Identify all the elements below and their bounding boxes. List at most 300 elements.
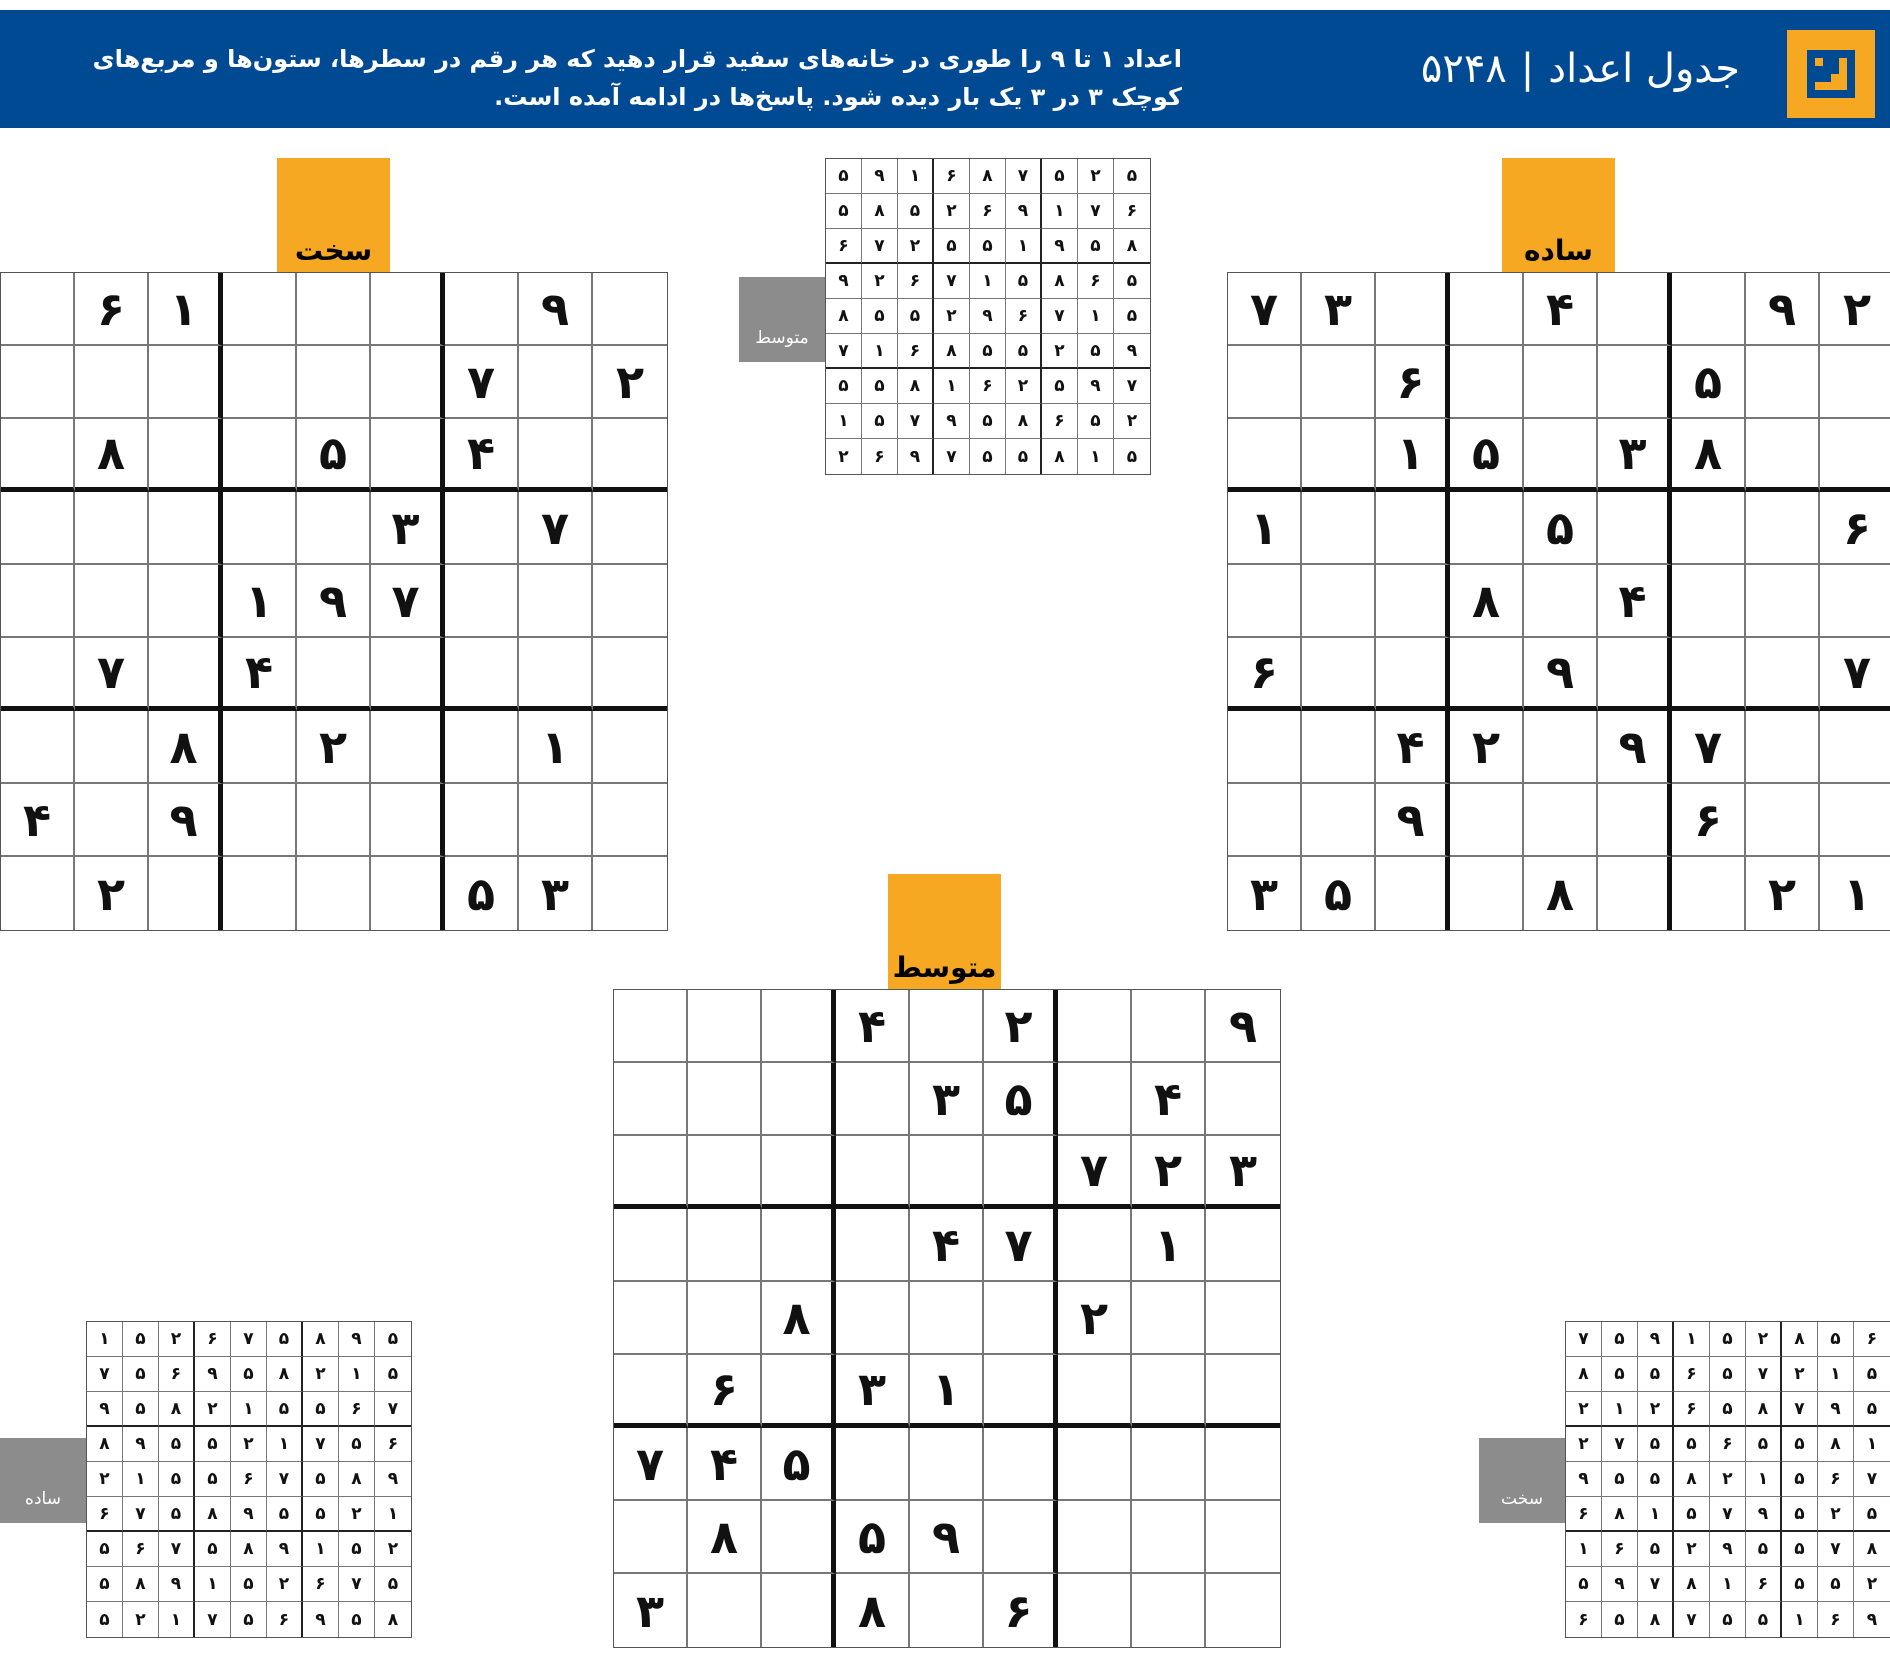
sudoku-cell: ۴ [688, 1428, 762, 1501]
sudoku-cell[interactable] [1672, 638, 1746, 711]
sudoku-cell[interactable] [1672, 273, 1746, 346]
sudoku-cell: ۲ [339, 1497, 375, 1532]
sudoku-cell: ۷ [1042, 299, 1078, 334]
sudoku-cell[interactable] [1206, 1501, 1280, 1574]
sudoku-cell[interactable] [1228, 419, 1302, 492]
sudoku-cell: ۹ [1006, 194, 1042, 229]
sudoku-cell[interactable] [1746, 784, 1820, 857]
sudoku-cell: ۵ [231, 1357, 267, 1392]
sudoku-cell: ۲ [1746, 1322, 1782, 1357]
sudoku-cell: ۵ [375, 1567, 411, 1602]
sudoku-cell[interactable] [1, 492, 75, 565]
sudoku-cell[interactable] [519, 419, 593, 492]
sudoku-cell[interactable] [688, 1063, 762, 1136]
sudoku-cell: ۶ [123, 1532, 159, 1567]
sudoku-cell[interactable] [1376, 273, 1450, 346]
sudoku-cell[interactable] [223, 784, 297, 857]
sudoku-cell[interactable] [1450, 857, 1524, 930]
sudoku-cell: ۶ [1042, 404, 1078, 439]
sudoku-cell[interactable] [1524, 346, 1598, 419]
sudoku-cell[interactable] [593, 638, 667, 711]
sudoku-cell[interactable] [1228, 711, 1302, 784]
sudoku-cell[interactable] [836, 1209, 910, 1282]
sudoku-cell[interactable] [297, 273, 371, 346]
sudoku-cell: ۶ [1854, 1322, 1890, 1357]
sudoku-cell[interactable] [688, 1136, 762, 1209]
sudoku-cell: ۲ [1674, 1532, 1710, 1567]
sudoku-cell: ۱ [123, 1462, 159, 1497]
sudoku-cell[interactable] [688, 1209, 762, 1282]
sudoku-cell: ۴ [1598, 565, 1672, 638]
sudoku-cell: ۸ [1782, 1322, 1818, 1357]
sudoku-cell: ۹ [149, 784, 223, 857]
sudoku-cell: ۶ [87, 1497, 123, 1532]
sudoku-cell[interactable] [762, 1209, 836, 1282]
sudoku-cell: ۱ [862, 334, 898, 369]
sudoku-cell[interactable] [614, 1355, 688, 1428]
sudoku-cell[interactable] [297, 492, 371, 565]
sudoku-cell[interactable] [1302, 565, 1376, 638]
sudoku-cell: ۶ [826, 229, 862, 264]
sudoku-cell: ۵ [159, 1497, 195, 1532]
sudoku-cell: ۱ [1078, 299, 1114, 334]
sudoku-cell[interactable] [1206, 1063, 1280, 1136]
sudoku-cell: ۵ [862, 404, 898, 439]
sudoku-cell[interactable] [1206, 1574, 1280, 1647]
sudoku-cell: ۵ [826, 159, 862, 194]
sudoku-cell[interactable] [762, 1355, 836, 1428]
sudoku-cell[interactable] [910, 1574, 984, 1647]
sudoku-cell: ۸ [1114, 229, 1150, 264]
sudoku-cell[interactable] [371, 857, 445, 930]
sudoku-cell[interactable] [1302, 492, 1376, 565]
sudoku-cell: ۵ [375, 1322, 411, 1357]
sudoku-cell: ۸ [836, 1574, 910, 1647]
sudoku-cell[interactable] [1598, 492, 1672, 565]
sudoku-cell[interactable] [1746, 711, 1820, 784]
sudoku-cell[interactable] [1820, 784, 1890, 857]
sudoku-cell[interactable] [1302, 638, 1376, 711]
sudoku-cell[interactable] [1598, 784, 1672, 857]
sudoku-cell[interactable] [910, 1282, 984, 1355]
sudoku-cell[interactable] [1820, 565, 1890, 638]
sudoku-cell[interactable] [1132, 1282, 1206, 1355]
sudoku-cell: ۱ [1602, 1392, 1638, 1427]
sudoku-cell: ۶ [1672, 784, 1746, 857]
sudoku-cell[interactable] [371, 419, 445, 492]
sudoku-cell: ۵ [1782, 1462, 1818, 1497]
sudoku-cell[interactable] [762, 1501, 836, 1574]
sudoku-cell[interactable] [614, 990, 688, 1063]
sudoku-cell[interactable] [1058, 1501, 1132, 1574]
sudoku-cell[interactable] [593, 565, 667, 638]
sudoku-cell[interactable] [688, 1282, 762, 1355]
sudoku-cell[interactable] [1746, 565, 1820, 638]
sudoku-cell[interactable] [1228, 784, 1302, 857]
sudoku-cell: ۶ [1818, 1602, 1854, 1637]
sudoku-cell[interactable] [223, 857, 297, 930]
header-banner [0, 10, 1890, 128]
sudoku-cell[interactable] [836, 1282, 910, 1355]
sudoku-cell[interactable] [223, 346, 297, 419]
sudoku-cell: ۱ [149, 273, 223, 346]
sudoku-cell[interactable] [1450, 273, 1524, 346]
sudoku-cell[interactable] [371, 346, 445, 419]
sudoku-cell: ۷ [1820, 638, 1890, 711]
easy-puzzle-grid [1227, 272, 1890, 931]
sudoku-cell[interactable] [1302, 711, 1376, 784]
sudoku-cell: ۷ [614, 1428, 688, 1501]
sudoku-cell: ۷ [1078, 194, 1114, 229]
sudoku-cell: ۱ [1674, 1322, 1710, 1357]
sudoku-cell: ۲ [87, 1462, 123, 1497]
sudoku-cell[interactable] [1450, 492, 1524, 565]
sudoku-cell[interactable] [1450, 638, 1524, 711]
sudoku-cell[interactable] [223, 419, 297, 492]
sudoku-cell[interactable] [1376, 492, 1450, 565]
sudoku-cell: ۴ [836, 990, 910, 1063]
sudoku-cell[interactable] [1132, 1501, 1206, 1574]
sudoku-cell[interactable] [223, 711, 297, 784]
sudoku-cell[interactable] [371, 711, 445, 784]
sudoku-cell[interactable] [1820, 419, 1890, 492]
title-main: جدول اعداد [1548, 46, 1740, 92]
sudoku-cell: ۵ [1710, 1357, 1746, 1392]
sudoku-cell[interactable] [1132, 1574, 1206, 1647]
sudoku-cell: ۱ [970, 264, 1006, 299]
sudoku-cell: ۹ [1524, 638, 1598, 711]
sudoku-cell: ۵ [1006, 264, 1042, 299]
sudoku-cell: ۵ [1782, 1427, 1818, 1462]
hard-answer-label: سخت [1479, 1438, 1565, 1523]
sudoku-cell: ۵ [1710, 1322, 1746, 1357]
sudoku-cell[interactable] [762, 1574, 836, 1647]
sudoku-cell: ۵ [1602, 1322, 1638, 1357]
sudoku-cell[interactable] [1, 565, 75, 638]
sudoku-cell[interactable] [445, 711, 519, 784]
sudoku-cell[interactable] [836, 1063, 910, 1136]
sudoku-cell: ۸ [1042, 264, 1078, 299]
sudoku-cell: ۹ [826, 264, 862, 299]
sudoku-cell: ۵ [826, 369, 862, 404]
sudoku-cell: ۵ [87, 1567, 123, 1602]
sudoku-cell[interactable] [593, 857, 667, 930]
sudoku-cell[interactable] [371, 273, 445, 346]
sudoku-cell: ۸ [339, 1462, 375, 1497]
sudoku-cell[interactable] [1228, 346, 1302, 419]
sudoku-cell: ۳ [1302, 273, 1376, 346]
sudoku-cell[interactable] [75, 492, 149, 565]
sudoku-cell[interactable] [1, 419, 75, 492]
sudoku-cell[interactable] [614, 1501, 688, 1574]
sudoku-cell[interactable] [1132, 990, 1206, 1063]
sudoku-cell[interactable] [1302, 784, 1376, 857]
sudoku-cell: ۱ [339, 1357, 375, 1392]
sudoku-cell: ۷ [159, 1532, 195, 1567]
sudoku-cell[interactable] [762, 1063, 836, 1136]
sudoku-cell: ۱ [1818, 1357, 1854, 1392]
sudoku-cell: ۶ [984, 1574, 1058, 1647]
sudoku-cell[interactable] [614, 1063, 688, 1136]
sudoku-cell[interactable] [910, 990, 984, 1063]
sudoku-cell[interactable] [1, 711, 75, 784]
sudoku-cell[interactable] [1598, 346, 1672, 419]
sudoku-cell[interactable] [910, 1428, 984, 1501]
sudoku-cell: ۸ [231, 1532, 267, 1567]
sudoku-cell[interactable] [1, 273, 75, 346]
sudoku-cell: ۷ [1228, 273, 1302, 346]
sudoku-cell: ۵ [1674, 1427, 1710, 1462]
sudoku-cell[interactable] [984, 1428, 1058, 1501]
sudoku-cell[interactable] [1058, 1209, 1132, 1282]
logo [1787, 30, 1875, 118]
sudoku-cell[interactable] [984, 1282, 1058, 1355]
sudoku-cell[interactable] [984, 1136, 1058, 1209]
sudoku-cell[interactable] [836, 1136, 910, 1209]
sudoku-cell[interactable] [836, 1428, 910, 1501]
sudoku-cell: ۷ [1566, 1322, 1602, 1357]
sudoku-cell: ۷ [195, 1602, 231, 1637]
sudoku-cell[interactable] [1228, 565, 1302, 638]
sudoku-cell[interactable] [1598, 857, 1672, 930]
instructions: اعداد ۱ تا ۹ را طوری در خانه‌های سفید قرار دهید که هر رقم در سطرها، ستون‌ها و مربع‌های کوچک ۳ در ۳ یک بار دیده شود. پاسخ‌ها در ادامه آمده است. [92, 45, 1182, 111]
sudoku-cell: ۷ [1114, 369, 1150, 404]
sudoku-cell: ۲ [297, 711, 371, 784]
sudoku-cell: ۲ [934, 299, 970, 334]
sudoku-cell[interactable] [1598, 273, 1672, 346]
sudoku-cell: ۲ [984, 990, 1058, 1063]
page-title [1421, 46, 1740, 92]
sudoku-cell: ۲ [934, 194, 970, 229]
sudoku-cell[interactable] [984, 1501, 1058, 1574]
sudoku-cell[interactable] [614, 1209, 688, 1282]
sudoku-cell[interactable] [1524, 419, 1598, 492]
sudoku-cell[interactable] [371, 638, 445, 711]
sudoku-cell[interactable] [519, 638, 593, 711]
sudoku-cell[interactable] [1746, 638, 1820, 711]
sudoku-cell[interactable] [1, 346, 75, 419]
sudoku-cell: ۹ [231, 1497, 267, 1532]
sudoku-cell: ۷ [75, 638, 149, 711]
sudoku-cell: ۵ [1114, 299, 1150, 334]
sudoku-cell[interactable] [1450, 784, 1524, 857]
sudoku-cell: ۶ [1566, 1497, 1602, 1532]
sudoku-cell: ۹ [87, 1392, 123, 1427]
sudoku-cell[interactable] [762, 1136, 836, 1209]
sudoku-cell: ۲ [1638, 1392, 1674, 1427]
sudoku-cell: ۸ [1672, 419, 1746, 492]
sudoku-cell: ۵ [195, 1462, 231, 1497]
sudoku-cell[interactable] [297, 784, 371, 857]
sudoku-cell[interactable] [1132, 1355, 1206, 1428]
sudoku-cell[interactable] [445, 492, 519, 565]
sudoku-cell[interactable] [614, 1282, 688, 1355]
sudoku-cell: ۲ [1854, 1567, 1890, 1602]
sudoku-cell[interactable] [1132, 1428, 1206, 1501]
sudoku-cell: ۵ [898, 299, 934, 334]
sudoku-cell[interactable] [1450, 346, 1524, 419]
sudoku-cell[interactable] [1206, 1209, 1280, 1282]
sudoku-cell[interactable] [1672, 857, 1746, 930]
sudoku-cell[interactable] [1058, 1063, 1132, 1136]
sudoku-cell: ۲ [1746, 857, 1820, 930]
sudoku-cell: ۸ [1638, 1602, 1674, 1637]
sudoku-cell[interactable] [75, 565, 149, 638]
medium-answer-grid [825, 158, 1151, 475]
sudoku-cell[interactable] [1, 857, 75, 930]
sudoku-cell[interactable] [149, 492, 223, 565]
sudoku-cell[interactable] [519, 346, 593, 419]
sudoku-cell[interactable] [297, 638, 371, 711]
sudoku-cell: ۹ [910, 1501, 984, 1574]
sudoku-cell[interactable] [371, 784, 445, 857]
sudoku-cell: ۱ [223, 565, 297, 638]
sudoku-cell: ۵ [87, 1602, 123, 1637]
sudoku-cell: ۳ [371, 492, 445, 565]
sudoku-cell: ۸ [862, 194, 898, 229]
sudoku-cell[interactable] [910, 1136, 984, 1209]
sudoku-cell: ۹ [1598, 711, 1672, 784]
sudoku-cell: ۲ [1042, 334, 1078, 369]
sudoku-cell[interactable] [519, 565, 593, 638]
sudoku-cell: ۸ [267, 1357, 303, 1392]
sudoku-cell: ۵ [1638, 1357, 1674, 1392]
sudoku-cell[interactable] [1058, 1428, 1132, 1501]
sudoku-cell[interactable] [75, 784, 149, 857]
sudoku-cell[interactable] [1376, 638, 1450, 711]
sudoku-cell: ۹ [195, 1357, 231, 1392]
sudoku-cell: ۷ [1672, 711, 1746, 784]
sudoku-cell: ۶ [1820, 492, 1890, 565]
sudoku-cell[interactable] [223, 492, 297, 565]
sudoku-cell[interactable] [1524, 565, 1598, 638]
title-number: ۵۲۴۸ [1420, 46, 1507, 92]
sudoku-cell[interactable] [149, 565, 223, 638]
sudoku-cell[interactable] [688, 1574, 762, 1647]
sudoku-cell[interactable] [1302, 346, 1376, 419]
sudoku-cell[interactable] [519, 784, 593, 857]
sudoku-cell: ۳ [614, 1574, 688, 1647]
sudoku-cell[interactable] [1820, 711, 1890, 784]
sudoku-cell[interactable] [1058, 990, 1132, 1063]
sudoku-cell[interactable] [688, 990, 762, 1063]
sudoku-cell[interactable] [1376, 857, 1450, 930]
sudoku-cell: ۲ [1566, 1392, 1602, 1427]
sudoku-cell: ۱ [1782, 1602, 1818, 1637]
sudoku-cell[interactable] [149, 419, 223, 492]
sudoku-cell[interactable] [445, 565, 519, 638]
sudoku-cell: ۹ [1042, 229, 1078, 264]
sudoku-cell[interactable] [1524, 711, 1598, 784]
sudoku-cell: ۷ [123, 1497, 159, 1532]
sudoku-cell: ۹ [862, 159, 898, 194]
sudoku-cell[interactable] [1, 638, 75, 711]
sudoku-cell: ۵ [898, 194, 934, 229]
sudoku-cell: ۸ [75, 419, 149, 492]
sudoku-cell[interactable] [1820, 346, 1890, 419]
sudoku-cell: ۲ [1566, 1427, 1602, 1462]
sudoku-cell: ۵ [970, 229, 1006, 264]
sudoku-cell[interactable] [1672, 565, 1746, 638]
sudoku-cell[interactable] [1746, 346, 1820, 419]
sudoku-cell[interactable] [1598, 638, 1672, 711]
sudoku-cell[interactable] [445, 638, 519, 711]
sudoku-cell: ۸ [149, 711, 223, 784]
sudoku-cell: ۲ [1450, 711, 1524, 784]
sudoku-cell[interactable] [1058, 1355, 1132, 1428]
sudoku-cell: ۷ [826, 334, 862, 369]
sudoku-cell: ۱ [1006, 229, 1042, 264]
sudoku-cell: ۷ [1674, 1602, 1710, 1637]
sudoku-cell: ۱ [1842, 866, 1872, 921]
sudoku-cell[interactable] [1524, 784, 1598, 857]
sudoku-cell: ۲ [267, 1567, 303, 1602]
sudoku-cell[interactable] [445, 784, 519, 857]
sudoku-cell: ۶ [159, 1357, 195, 1392]
sudoku-cell: ۱ [910, 1355, 984, 1428]
sudoku-cell[interactable] [297, 346, 371, 419]
sudoku-cell: ۵ [1114, 159, 1150, 194]
sudoku-cell[interactable] [1058, 1574, 1132, 1647]
sudoku-cell[interactable] [149, 857, 223, 930]
sudoku-cell[interactable] [1206, 1355, 1280, 1428]
sudoku-cell: ۲ [303, 1357, 339, 1392]
sudoku-cell[interactable] [1672, 492, 1746, 565]
sudoku-cell[interactable] [593, 711, 667, 784]
sudoku-cell[interactable] [593, 784, 667, 857]
sudoku-cell[interactable] [149, 638, 223, 711]
sudoku-cell: ۵ [123, 1392, 159, 1427]
sudoku-cell[interactable] [984, 1355, 1058, 1428]
sudoku-cell[interactable] [223, 273, 297, 346]
sudoku-cell[interactable] [593, 273, 667, 346]
sudoku-cell: ۶ [898, 334, 934, 369]
sudoku-cell: ۱ [195, 1567, 231, 1602]
sudoku-cell: ۵ [1602, 1602, 1638, 1637]
sudoku-cell[interactable] [762, 990, 836, 1063]
sudoku-cell[interactable] [593, 492, 667, 565]
sudoku-cell[interactable] [75, 346, 149, 419]
sudoku-cell: ۸ [934, 334, 970, 369]
sudoku-cell: ۲ [375, 1532, 411, 1567]
sudoku-cell: ۹ [1376, 784, 1450, 857]
sudoku-cell: ۵ [1746, 1532, 1782, 1567]
sudoku-cell: ۶ [688, 1355, 762, 1428]
sudoku-cell: ۵ [1710, 1602, 1746, 1637]
sudoku-cell[interactable] [445, 273, 519, 346]
sudoku-cell: ۲ [75, 857, 149, 930]
sudoku-cell[interactable] [297, 857, 371, 930]
sudoku-cell: ۵ [195, 1532, 231, 1567]
sudoku-cell[interactable] [1746, 419, 1820, 492]
sudoku-cell: ۶ [303, 1567, 339, 1602]
sudoku-cell[interactable] [1302, 419, 1376, 492]
sudoku-cell[interactable] [1206, 1282, 1280, 1355]
sudoku-cell: ۱ [826, 404, 862, 439]
sudoku-cell[interactable] [614, 1136, 688, 1209]
sudoku-cell: ۶ [1674, 1357, 1710, 1392]
sudoku-cell[interactable] [1746, 492, 1820, 565]
sudoku-cell: ۸ [1042, 439, 1078, 474]
sudoku-cell: ۵ [339, 1602, 375, 1637]
sudoku-cell[interactable] [593, 419, 667, 492]
sudoku-cell: ۵ [970, 439, 1006, 474]
sudoku-cell[interactable] [149, 346, 223, 419]
sudoku-cell[interactable] [75, 711, 149, 784]
sudoku-cell[interactable] [1206, 1428, 1280, 1501]
sudoku-cell: ۶ [862, 439, 898, 474]
sudoku-cell[interactable] [1376, 565, 1450, 638]
